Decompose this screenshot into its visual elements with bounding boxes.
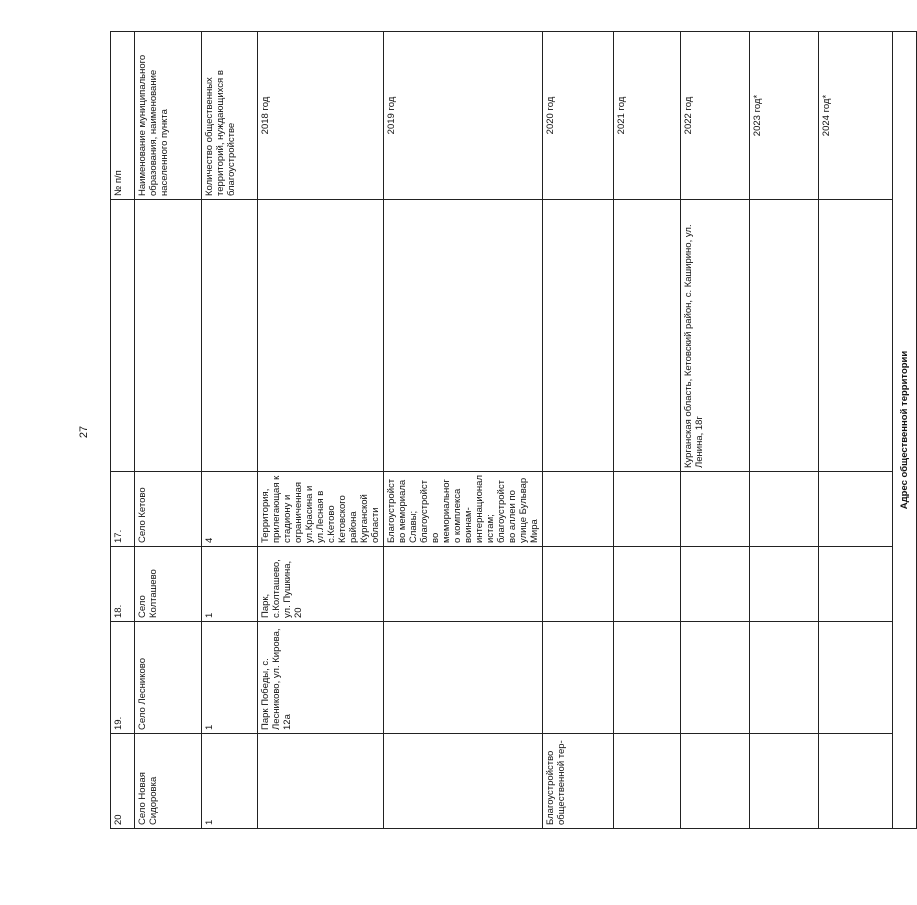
table-cell — [542, 547, 613, 622]
table-cell: Село Кетово — [135, 472, 202, 547]
table-cell — [613, 472, 681, 547]
table-cell — [681, 547, 750, 622]
field-row-y0 — [257, 32, 383, 829]
table-cell — [613, 622, 681, 734]
table-cell — [681, 472, 750, 547]
field-row-y1 — [383, 32, 542, 829]
table-cell — [383, 734, 542, 829]
table-cell: 17. — [111, 472, 135, 547]
table-cell — [202, 200, 258, 472]
table-cell — [135, 200, 202, 472]
header-count: Количество общественных территорий, нуждающихся в благоустройстве — [202, 32, 258, 200]
table-cell — [819, 472, 893, 547]
table-cell — [819, 622, 893, 734]
table-cell — [819, 547, 893, 622]
table-cell — [257, 734, 383, 829]
header-y6: 2024 год* — [819, 32, 893, 200]
table-cell: 1 — [202, 622, 258, 734]
table-cell: Парк, с.Колташево, ул. Пушкина, 20 — [257, 547, 383, 622]
table-cell — [750, 547, 819, 622]
table-cell: Территория, прилегающая к стадиону и ограниченная ул.Красина и ул.Лесная в с.Кетово Кетовского района Курганской области — [257, 472, 383, 547]
header-y4: 2022 год — [681, 32, 750, 200]
field-row-y2 — [542, 32, 613, 829]
table-cell: 4 — [202, 472, 258, 547]
address-table — [110, 31, 917, 829]
field-row-y6 — [819, 32, 893, 829]
table-cell: 1 — [202, 734, 258, 829]
table-cell — [613, 547, 681, 622]
table-cell: 1 — [202, 547, 258, 622]
table-cell — [750, 200, 819, 472]
field-row-y5 — [750, 32, 819, 829]
table-cell: 18. — [111, 547, 135, 622]
header-address-group: Адрес общественной территории — [893, 32, 917, 829]
header-name: Наименование муниципального образования, наименование населенного пункта — [135, 32, 202, 200]
table-cell — [613, 734, 681, 829]
field-row-name — [135, 32, 202, 829]
header-y0: 2018 год — [257, 32, 383, 200]
table-cell — [819, 734, 893, 829]
table-cell — [542, 622, 613, 734]
table-cell: Курганская область, Кетовский район, с. Каширино, ул. Ленина, 18г — [681, 200, 750, 472]
field-row-num — [111, 32, 135, 829]
header-y1: 2019 год — [383, 32, 542, 200]
table-cell — [613, 200, 681, 472]
table-cell: Село Колташево — [135, 547, 202, 622]
table-cell — [542, 472, 613, 547]
table-cell — [542, 200, 613, 472]
header-y2: 2020 год — [542, 32, 613, 200]
table-cell — [681, 734, 750, 829]
page-number: 27 — [78, 425, 91, 439]
table-cell: Благоустройство общественной тер- — [542, 734, 613, 829]
table-cell — [257, 200, 383, 472]
table-cell — [383, 547, 542, 622]
header-num: № п/п — [111, 32, 135, 200]
rotated-table — [110, 32, 911, 829]
table-cell — [819, 200, 893, 472]
table-container — [110, 32, 911, 829]
table-cell: Село Лесниково — [135, 622, 202, 734]
field-row-y4 — [681, 32, 750, 829]
table-cell: 20 — [111, 734, 135, 829]
table-cell: Парк Победы, с. Лесниково, ул. Кирова, 12а — [257, 622, 383, 734]
header-y3: 2021 год — [613, 32, 681, 200]
table-cell — [750, 622, 819, 734]
table-cell — [383, 200, 542, 472]
table-cell — [383, 622, 542, 734]
field-row-y3 — [613, 32, 681, 829]
table-cell — [750, 472, 819, 547]
header-y5: 2023 год* — [750, 32, 819, 200]
table-cell — [750, 734, 819, 829]
table-cell: Село Новая Сидоровка — [135, 734, 202, 829]
field-row-count — [202, 32, 258, 829]
table-cell: Благоустройство мемориала Славы; благоустройство мемориального комплекса воинам-интернационалистам; благоустройство аллеи по улице Бульвар Мира — [383, 472, 542, 547]
table-cell: 19. — [111, 622, 135, 734]
table-cell — [111, 200, 135, 472]
table-cell — [681, 622, 750, 734]
